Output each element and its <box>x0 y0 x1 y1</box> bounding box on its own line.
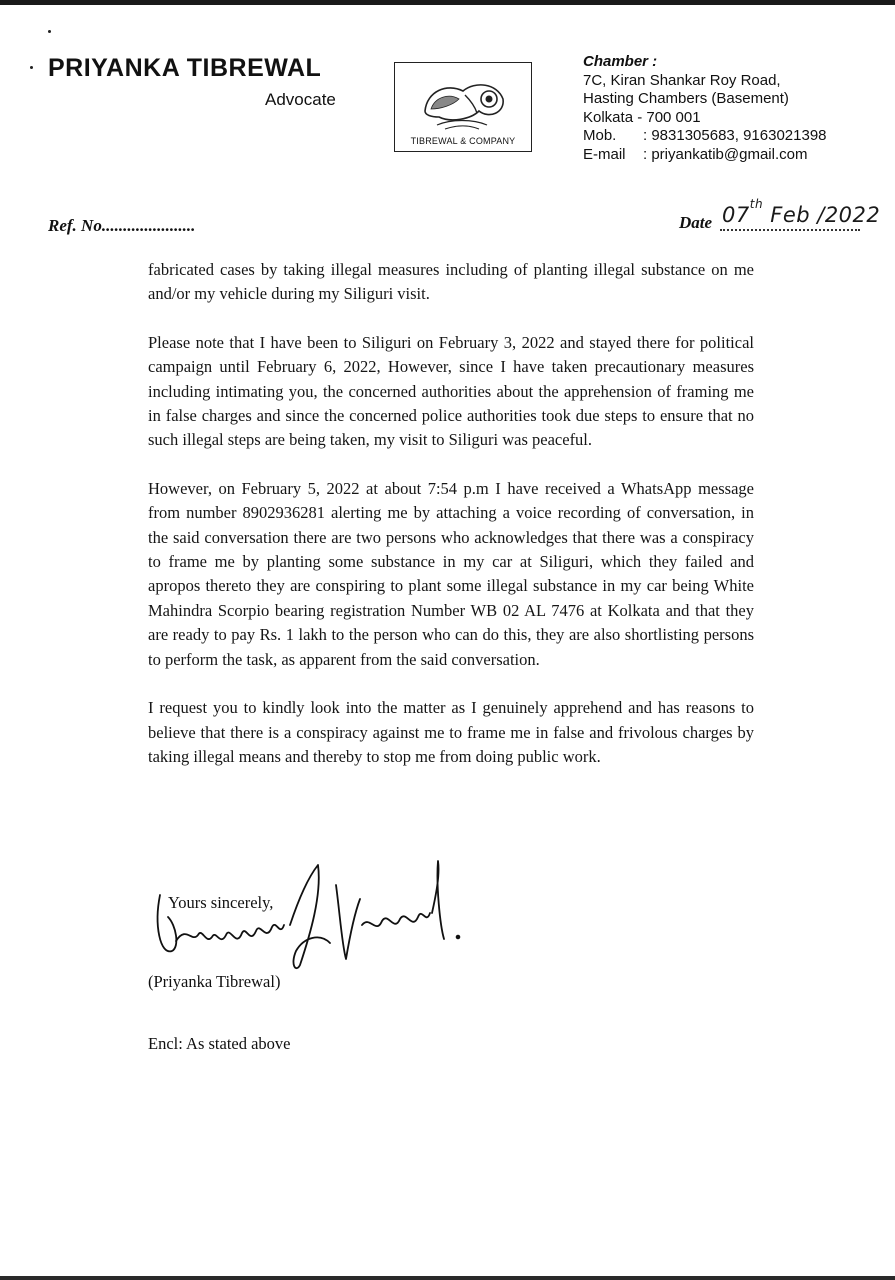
date-day: 07 <box>722 203 750 227</box>
enclosure-note: Encl: As stated above <box>148 1034 291 1053</box>
body-paragraph: Please note that I have been to Siliguri on February 3, 2022 and stayed there for political campaign until February 6, 2022, However, since I have taken precautionary measures including intimating you, the concerned authorities about the apprehension of framing me in false charges and since the concerned police authorities took due steps to ensure that no such illegal steps are being taken, my visit to Siliguri was peaceful. <box>148 332 754 450</box>
mobile-row <box>583 127 883 146</box>
reference-number: Ref. No...................... <box>48 216 196 235</box>
body-paragraph: fabricated cases by taking illegal measures including of planting illegal substance on me and/or my vehicle during my Siliguri visit. <box>148 260 754 304</box>
date-dotted-line <box>720 229 860 231</box>
chamber-address-block <box>583 53 883 164</box>
mobile-label: Mob. <box>583 127 617 144</box>
letterhead-name: PRIYANKA TIBREWAL <box>48 54 322 82</box>
mobile-value: : 9831305683, 9163021398 <box>643 127 827 144</box>
scan-speck <box>30 66 33 69</box>
email-label: E-mail <box>583 145 626 163</box>
date-month-year: Feb /2022 <box>770 203 881 227</box>
email-value: : priyankatib@gmail.com <box>643 145 808 163</box>
firm-logo-caption: TIBREWAL & COMPANY <box>410 136 516 146</box>
scan-bottom-edge <box>0 1276 895 1280</box>
firm-logo <box>394 62 532 152</box>
chamber-heading: Chamber : <box>583 53 658 70</box>
body-paragraph: However, on February 5, 2022 at about 7:54 p.m I have received a WhatsApp message from number 8902936281 alerting me by attaching a voice recording of conversation, in the said conversation there are two persons who acknowledges that there was a conspiracy to frame me by planting some substance in my car at Siliguri, which they failed and apropos thereto they are conspiring to plant some illegal substance in my car being White Mahindra Scorpio bearing registration Number WB 02 AL 7476 at Kolkata and that they are ready to pay Rs. 1 lakh to the person who can do this, they are also shortlisting persons to perform the task, as apparent from the said conversation. <box>148 478 754 669</box>
address-line: Hasting Chambers (Basement) <box>583 90 789 107</box>
scan-speck <box>48 30 51 33</box>
scan-top-edge <box>0 0 895 5</box>
firm-logo-mark <box>417 73 511 133</box>
body-paragraph: I request you to kindly look into the matter as I genuinely apprehend and has reasons to believe that there is a conspiracy against me to frame me in false and frivolous charges by taking illegal means and thereby to stop me from doing public work. <box>148 698 754 766</box>
address-line: 7C, Kiran Shankar Roy Road, <box>583 71 781 89</box>
handwritten-date <box>722 197 880 227</box>
date-label: Date <box>679 213 713 232</box>
closing-salutation: Yours sincerely, <box>168 893 274 912</box>
address-line: Kolkata - 700 001 <box>583 108 701 126</box>
letter-body <box>148 258 754 793</box>
date-day-suffix: th <box>749 197 764 211</box>
signatory-name: (Priyanka Tibrewal) <box>148 972 281 991</box>
letterhead-role: Advocate <box>265 90 336 109</box>
email-row <box>583 146 883 165</box>
handwritten-signature <box>150 855 470 975</box>
